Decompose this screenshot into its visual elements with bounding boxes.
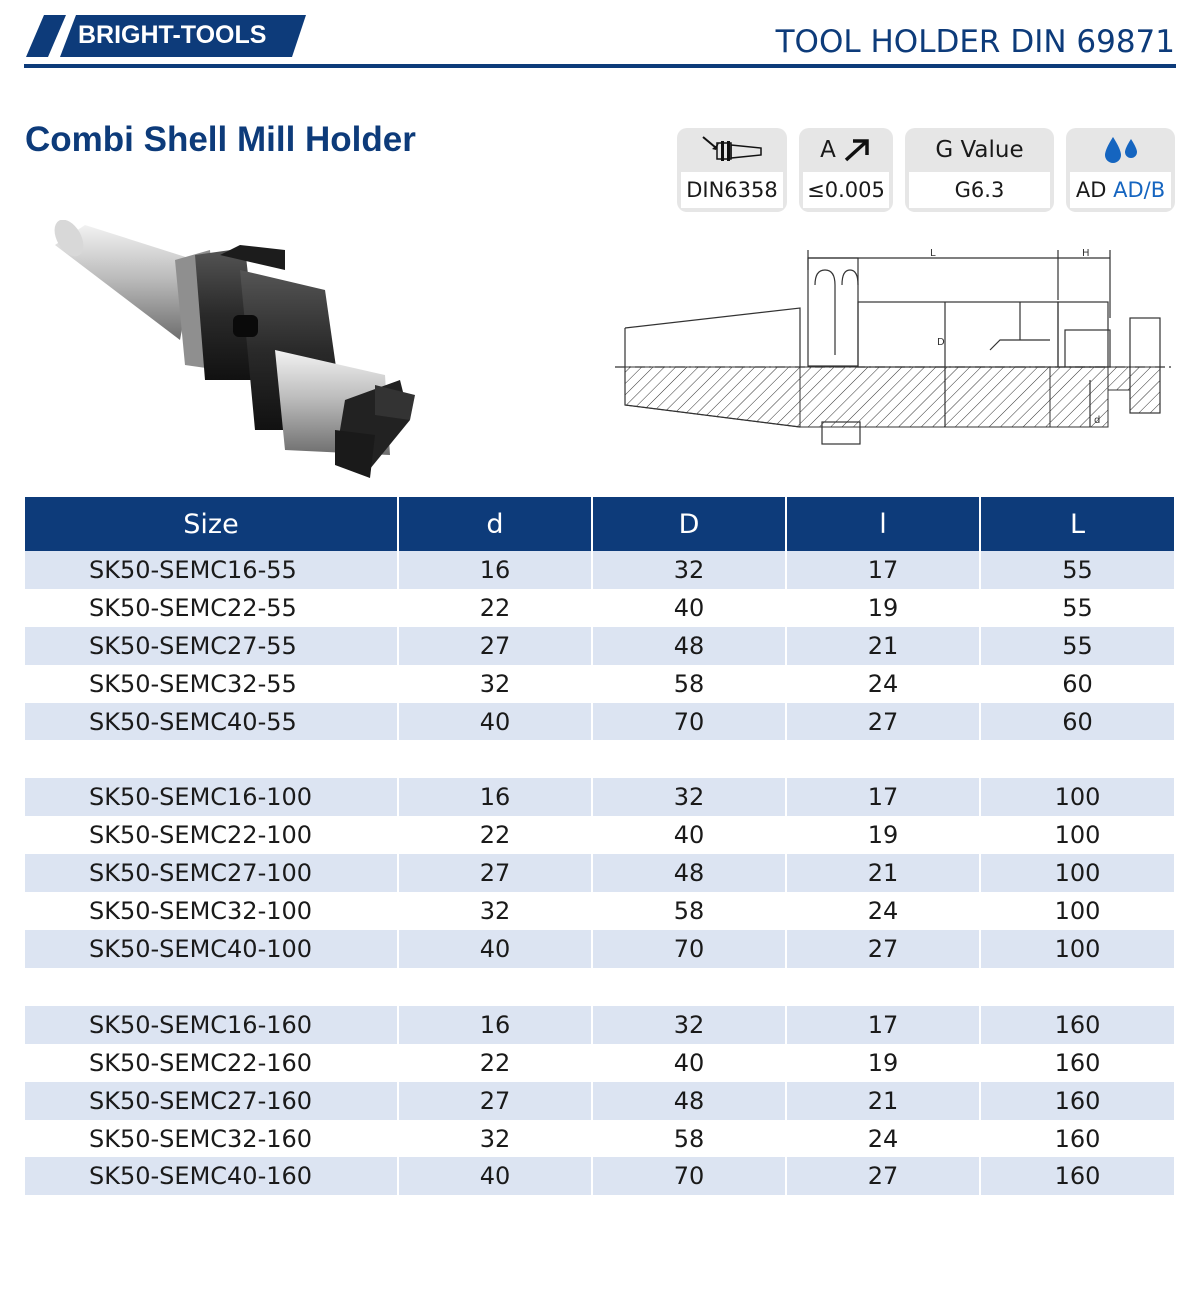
- table-row: [25, 892, 1174, 930]
- header-L: L: [980, 497, 1174, 551]
- tool-holder-icon: [677, 128, 787, 172]
- coolant-value-adb: AD/B: [1113, 178, 1166, 202]
- cell-L: 55: [980, 551, 1174, 589]
- cell-l: 21: [786, 1082, 980, 1120]
- separator-cell: [25, 740, 1174, 778]
- table-row: [25, 627, 1174, 665]
- cell-size: SK50-SEMC32-160: [25, 1120, 398, 1158]
- cell-D: 32: [592, 551, 786, 589]
- table-row: [25, 778, 1174, 816]
- dimension-label-L: L: [930, 248, 936, 259]
- cell-L: 60: [980, 703, 1174, 741]
- cell-L: 55: [980, 589, 1174, 627]
- cell-D: 70: [592, 930, 786, 968]
- cell-d: 32: [398, 892, 592, 930]
- table-row: [25, 930, 1174, 968]
- group-separator: [25, 968, 1174, 1006]
- table-row: [25, 1044, 1174, 1082]
- cell-L: 160: [980, 1044, 1174, 1082]
- cell-L: 160: [980, 1006, 1174, 1044]
- page-header: [0, 0, 1200, 75]
- cell-size: SK50-SEMC40-55: [25, 703, 398, 741]
- cell-d: 16: [398, 551, 592, 589]
- cell-L: 160: [980, 1157, 1174, 1195]
- table-header-row: [25, 497, 1174, 551]
- header-D: D: [592, 497, 786, 551]
- cell-D: 70: [592, 703, 786, 741]
- cell-size: SK50-SEMC40-100: [25, 930, 398, 968]
- cell-l: 17: [786, 1006, 980, 1044]
- cell-L: 100: [980, 854, 1174, 892]
- table-row: [25, 665, 1174, 703]
- cell-d: 40: [398, 930, 592, 968]
- cell-d: 22: [398, 1044, 592, 1082]
- table-row: [25, 1082, 1174, 1120]
- cell-l: 27: [786, 1157, 980, 1195]
- cell-size: SK50-SEMC32-100: [25, 892, 398, 930]
- table-body: [25, 551, 1174, 1195]
- technical-drawing: [610, 240, 1180, 455]
- dimension-label-H: H: [1082, 248, 1090, 259]
- cell-D: 48: [592, 1082, 786, 1120]
- cell-d: 16: [398, 778, 592, 816]
- cell-l: 17: [786, 551, 980, 589]
- cell-l: 19: [786, 589, 980, 627]
- dimension-label-D: D: [937, 337, 945, 348]
- cell-l: 27: [786, 703, 980, 741]
- table-row: [25, 703, 1174, 741]
- cell-L: 100: [980, 816, 1174, 854]
- cell-l: 19: [786, 816, 980, 854]
- table-row: [25, 1120, 1174, 1158]
- cell-D: 48: [592, 627, 786, 665]
- coolant-drops-icon: [1066, 128, 1175, 172]
- product-title: Combi Shell Mill Holder: [25, 120, 416, 159]
- cell-d: 40: [398, 703, 592, 741]
- header-d: d: [398, 497, 592, 551]
- cell-l: 21: [786, 627, 980, 665]
- cell-D: 40: [592, 589, 786, 627]
- cell-size: SK50-SEMC40-160: [25, 1157, 398, 1195]
- cell-d: 32: [398, 1120, 592, 1158]
- group-separator: [25, 740, 1174, 778]
- cell-l: 21: [786, 854, 980, 892]
- cell-L: 60: [980, 665, 1174, 703]
- din-standard-badge: [677, 128, 787, 212]
- cell-size: SK50-SEMC16-55: [25, 551, 398, 589]
- cell-l: 24: [786, 1120, 980, 1158]
- header-l: l: [786, 497, 980, 551]
- cell-size: SK50-SEMC22-160: [25, 1044, 398, 1082]
- document-title: TOOL HOLDER DIN 69871: [775, 24, 1175, 60]
- cell-size: SK50-SEMC22-100: [25, 816, 398, 854]
- cell-D: 32: [592, 778, 786, 816]
- specifications-table: [25, 497, 1174, 1195]
- runout-arrow-icon: [842, 137, 872, 163]
- cell-L: 100: [980, 930, 1174, 968]
- table-row: [25, 1157, 1174, 1195]
- runout-badge: [799, 128, 893, 212]
- cell-d: 32: [398, 665, 592, 703]
- coolant-value-ad: AD: [1075, 178, 1107, 202]
- brand-name: BRIGHT-TOOLS: [78, 21, 267, 49]
- table-row: [25, 1006, 1174, 1044]
- table-row: [25, 816, 1174, 854]
- cell-L: 100: [980, 778, 1174, 816]
- runout-value: ≤0.005: [807, 178, 885, 202]
- cell-D: 48: [592, 854, 786, 892]
- cell-d: 22: [398, 816, 592, 854]
- table-row: [25, 551, 1174, 589]
- cell-D: 58: [592, 665, 786, 703]
- header-size: Size: [25, 497, 398, 551]
- cell-l: 27: [786, 930, 980, 968]
- cell-d: 27: [398, 627, 592, 665]
- cell-L: 160: [980, 1120, 1174, 1158]
- din-standard-value: DIN6358: [686, 178, 778, 202]
- cell-l: 17: [786, 778, 980, 816]
- cell-size: SK50-SEMC27-55: [25, 627, 398, 665]
- cell-l: 19: [786, 1044, 980, 1082]
- cell-d: 16: [398, 1006, 592, 1044]
- table-row: [25, 854, 1174, 892]
- cell-size: SK50-SEMC16-100: [25, 778, 398, 816]
- cell-L: 55: [980, 627, 1174, 665]
- cell-D: 40: [592, 816, 786, 854]
- cell-D: 32: [592, 1006, 786, 1044]
- cell-d: 27: [398, 854, 592, 892]
- runout-label: A: [820, 137, 836, 163]
- product-photo: [45, 220, 425, 485]
- separator-cell: [25, 968, 1174, 1006]
- cell-size: SK50-SEMC27-160: [25, 1082, 398, 1120]
- balance-badge: [905, 128, 1054, 212]
- cell-size: SK50-SEMC32-55: [25, 665, 398, 703]
- header-divider: [24, 64, 1176, 68]
- dimension-label-d: d: [1094, 415, 1101, 426]
- cell-L: 100: [980, 892, 1174, 930]
- balance-label: G Value: [935, 137, 1024, 163]
- table-row: [25, 589, 1174, 627]
- cell-d: 27: [398, 1082, 592, 1120]
- cell-d: 22: [398, 589, 592, 627]
- cell-l: 24: [786, 892, 980, 930]
- cell-D: 58: [592, 1120, 786, 1158]
- cell-D: 58: [592, 892, 786, 930]
- cell-L: 160: [980, 1082, 1174, 1120]
- cell-size: SK50-SEMC16-160: [25, 1006, 398, 1044]
- cell-D: 70: [592, 1157, 786, 1195]
- cell-size: SK50-SEMC22-55: [25, 589, 398, 627]
- cell-D: 40: [592, 1044, 786, 1082]
- cell-l: 24: [786, 665, 980, 703]
- balance-value: G6.3: [954, 178, 1005, 202]
- coolant-badge: [1066, 128, 1175, 212]
- cell-size: SK50-SEMC27-100: [25, 854, 398, 892]
- cell-d: 40: [398, 1157, 592, 1195]
